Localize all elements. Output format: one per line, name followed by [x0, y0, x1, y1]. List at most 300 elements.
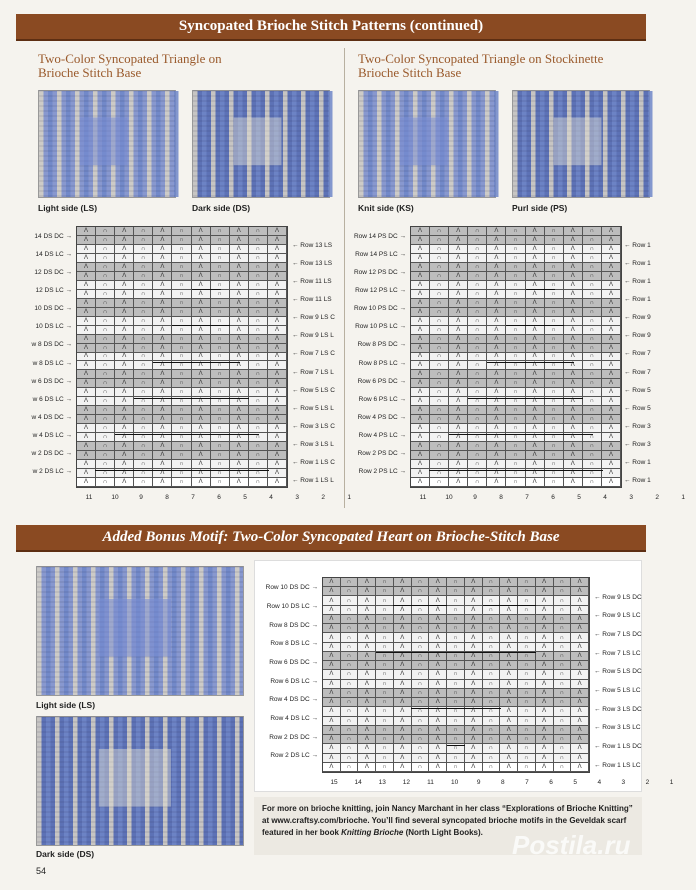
- chart-cell: Ʌ: [429, 596, 447, 605]
- column-number: 6: [549, 779, 553, 786]
- chart-cell: ∩: [468, 281, 487, 290]
- chart-cell: Ʌ: [411, 415, 430, 424]
- chart-cell: Ʌ: [602, 245, 621, 254]
- motif-outline: [134, 398, 250, 399]
- chart-cell: ∩: [376, 587, 394, 596]
- chart-cell: Ʌ: [394, 726, 412, 735]
- chart-row-label-right: ← Row 7 LS LC: [594, 649, 641, 657]
- chart-cell: Ʌ: [487, 424, 506, 433]
- caption-knit-side: Knit side (KS): [358, 203, 414, 213]
- column-number: 5: [573, 779, 577, 786]
- chart-cell: ∩: [134, 326, 153, 335]
- chart-cell: ∩: [249, 469, 268, 478]
- chart-cell: Ʌ: [526, 424, 545, 433]
- chart-cell: Ʌ: [358, 643, 376, 652]
- chart-row-label-right: ← Row 7 LS DC: [594, 631, 642, 638]
- chart-row-label-left: Row 6 DS LC →: [270, 677, 318, 685]
- column-number: 11: [419, 494, 427, 501]
- chart-row-label-left: Row 2 PS DC →: [357, 449, 406, 457]
- chart-cell: Ʌ: [394, 578, 412, 587]
- chart-cell: Ʌ: [230, 406, 249, 415]
- chart-cell: Ʌ: [500, 633, 518, 642]
- chart-cell: ∩: [554, 596, 572, 605]
- chart-row-label-left: Row 14 PS DC →: [353, 233, 406, 241]
- chart-cell: ∩: [506, 227, 525, 236]
- chart-row-label-right: ← Row 9 LS L: [292, 332, 334, 340]
- chart-cell: ∩: [172, 478, 191, 487]
- chart-cell: Ʌ: [411, 344, 430, 353]
- chart-cell: ∩: [341, 652, 359, 661]
- chart-cell: Ʌ: [153, 478, 172, 487]
- chart-cell: Ʌ: [564, 442, 583, 451]
- chart-cell: Ʌ: [394, 624, 412, 633]
- chart-row-label-right: ← Row 7 LS L: [292, 368, 334, 376]
- chart-cell: Ʌ: [77, 388, 96, 397]
- chart-cell: Ʌ: [77, 370, 96, 379]
- chart-cell: ∩: [506, 326, 525, 335]
- chart-cell: Ʌ: [115, 415, 134, 424]
- column-number: 3: [621, 779, 626, 786]
- chart-cell: ∩: [430, 227, 449, 236]
- chart-cell: Ʌ: [500, 624, 518, 633]
- chart-row-label-left: 10 DS DC →: [34, 305, 72, 313]
- chart-cell: Ʌ: [192, 397, 211, 406]
- chart-cell: Ʌ: [536, 596, 554, 605]
- chart-cell: ∩: [211, 406, 230, 415]
- chart-cell: Ʌ: [500, 707, 518, 716]
- chart-cell: ∩: [96, 397, 115, 406]
- chart-cell: Ʌ: [487, 478, 506, 487]
- chart-row-label-left: Row 8 DS DC →: [269, 621, 318, 629]
- chart-cell: Ʌ: [230, 353, 249, 362]
- chart-cell: ∩: [172, 281, 191, 290]
- chart-cell: Ʌ: [323, 587, 341, 596]
- chart-cell: ∩: [430, 344, 449, 353]
- chart-cell: Ʌ: [394, 735, 412, 744]
- chart-cell: ∩: [545, 478, 564, 487]
- chart-cell: Ʌ: [230, 370, 249, 379]
- chart-cell: ∩: [554, 754, 572, 763]
- chart-cell: Ʌ: [192, 460, 211, 469]
- chart-cell: ∩: [430, 245, 449, 254]
- chart-cell: Ʌ: [449, 451, 468, 460]
- chart-cell: ∩: [447, 578, 465, 587]
- chart-cell: ∩: [468, 361, 487, 370]
- chart-cell: Ʌ: [536, 698, 554, 707]
- chart-cell: ∩: [341, 578, 359, 587]
- chart-cell: Ʌ: [487, 460, 506, 469]
- chart-cell: Ʌ: [230, 236, 249, 245]
- chart-cell: Ʌ: [358, 596, 376, 605]
- chart-cell: Ʌ: [115, 469, 134, 478]
- chart-cell: Ʌ: [411, 308, 430, 317]
- chart-cell: ∩: [430, 263, 449, 272]
- chart-row-label-right: ← Row 9 LS LC: [594, 612, 641, 620]
- chart-row-label-left: Row 10 DS DC →: [265, 584, 318, 592]
- chart-cell: ∩: [583, 326, 602, 335]
- chart-cell: Ʌ: [230, 344, 249, 353]
- chart-cell: Ʌ: [564, 236, 583, 245]
- chart-cell: ∩: [249, 317, 268, 326]
- chart-cell: ∩: [506, 379, 525, 388]
- chart-cell: ∩: [412, 578, 430, 587]
- chart-cell: Ʌ: [487, 433, 506, 442]
- chart-cell: Ʌ: [571, 606, 589, 615]
- chart-cell: Ʌ: [429, 689, 447, 698]
- chart-cell: ∩: [134, 397, 153, 406]
- chart-cell: ∩: [554, 698, 572, 707]
- chart-cell: ∩: [172, 451, 191, 460]
- chart-cell: ∩: [211, 290, 230, 299]
- chart-cell: Ʌ: [323, 698, 341, 707]
- chart-cell: Ʌ: [536, 763, 554, 772]
- chart-cell: ∩: [211, 415, 230, 424]
- chart-cell: Ʌ: [115, 451, 134, 460]
- chart-cell: ∩: [447, 615, 465, 624]
- chart-cell: Ʌ: [394, 754, 412, 763]
- chart-cell: Ʌ: [429, 735, 447, 744]
- chart-cell: Ʌ: [115, 478, 134, 487]
- chart-cell: ∩: [583, 245, 602, 254]
- chart-cell: Ʌ: [571, 643, 589, 652]
- chart-cell: Ʌ: [602, 442, 621, 451]
- chart-cell: ∩: [249, 379, 268, 388]
- chart-cell: Ʌ: [192, 424, 211, 433]
- chart-row-label-right: ← Row 13 LS: [292, 260, 333, 268]
- chart-cell: ∩: [554, 578, 572, 587]
- chart-cell: Ʌ: [411, 388, 430, 397]
- chart-cell: ∩: [554, 717, 572, 726]
- motif-outline: [411, 708, 500, 709]
- chart-cell: Ʌ: [526, 263, 545, 272]
- chart-cell: ∩: [518, 596, 536, 605]
- chart-cell: ∩: [249, 254, 268, 263]
- right-section-title: [358, 52, 603, 80]
- chart-cell: ∩: [249, 370, 268, 379]
- chart-cell: Ʌ: [192, 379, 211, 388]
- chart-cell: ∩: [583, 317, 602, 326]
- chart-row-label-left: Row 2 DS LC →: [270, 752, 318, 760]
- chart-cell: ∩: [134, 424, 153, 433]
- chart-cell: Ʌ: [487, 227, 506, 236]
- chart-cell: ∩: [211, 361, 230, 370]
- chart-cell: ∩: [134, 263, 153, 272]
- chart-cell: Ʌ: [394, 689, 412, 698]
- chart-cell: Ʌ: [526, 254, 545, 263]
- chart-cell: Ʌ: [358, 707, 376, 716]
- caption-bonus-dark-side: Dark side (DS): [36, 849, 95, 859]
- chart-cell: ∩: [341, 754, 359, 763]
- column-number: 8: [499, 494, 503, 501]
- chart-cell: ∩: [468, 254, 487, 263]
- chart-cell: ∩: [468, 388, 487, 397]
- chart-cell: ∩: [583, 227, 602, 236]
- chart-cell: Ʌ: [115, 290, 134, 299]
- motif-outline: [376, 652, 537, 653]
- column-number: 12: [402, 779, 410, 786]
- chart-cell: Ʌ: [526, 272, 545, 281]
- chart-cell: ∩: [376, 735, 394, 744]
- chart-cell: ∩: [554, 615, 572, 624]
- chart-cell: Ʌ: [487, 245, 506, 254]
- chart-row-label-right: ← Row 1 LS LC: [594, 761, 641, 769]
- chart-row-label-right: ← Row 9: [624, 332, 651, 340]
- chart-row-label-right: ← Row 3 LS C: [292, 422, 335, 430]
- chart-cell: Ʌ: [268, 317, 287, 326]
- chart-cell: Ʌ: [411, 254, 430, 263]
- chart-cell: Ʌ: [564, 353, 583, 362]
- chart-row-label-left: 10 DS LC →: [35, 323, 72, 331]
- chart-cell: Ʌ: [153, 379, 172, 388]
- chart-cell: ∩: [447, 689, 465, 698]
- chart-cell: Ʌ: [411, 317, 430, 326]
- chart-cell: ∩: [134, 317, 153, 326]
- chart-cell: Ʌ: [602, 236, 621, 245]
- chart-cell: Ʌ: [536, 615, 554, 624]
- chart-cell: Ʌ: [564, 424, 583, 433]
- chart-cell: Ʌ: [153, 406, 172, 415]
- chart-cell: Ʌ: [465, 587, 483, 596]
- chart-cell: Ʌ: [394, 661, 412, 670]
- chart-cell: Ʌ: [411, 361, 430, 370]
- chart-cell: Ʌ: [564, 227, 583, 236]
- column-number: 4: [603, 494, 607, 501]
- chart-cell: Ʌ: [77, 433, 96, 442]
- chart-cell: ∩: [506, 353, 525, 362]
- chart-cell: Ʌ: [77, 290, 96, 299]
- chart-cell: Ʌ: [602, 227, 621, 236]
- chart-cell: Ʌ: [115, 442, 134, 451]
- column-number: 9: [476, 779, 481, 786]
- column-number: 8: [501, 779, 505, 786]
- chart-row-label-right: ← Row 3 LS L: [292, 440, 334, 448]
- chart-row-label-right: ← Row 5 LS L: [292, 404, 334, 412]
- chart-cell: ∩: [376, 633, 394, 642]
- column-number: 6: [217, 494, 221, 501]
- chart-cell: Ʌ: [77, 308, 96, 317]
- chart-cell: ∩: [447, 754, 465, 763]
- chart-cell: ∩: [583, 424, 602, 433]
- chart-cell: Ʌ: [153, 451, 172, 460]
- chart-cell: ∩: [341, 707, 359, 716]
- chart-cell: ∩: [483, 624, 501, 633]
- chart-cell: ∩: [545, 415, 564, 424]
- chart-cell: Ʌ: [571, 744, 589, 753]
- chart-row-label-right: ← Row 3 LS LC: [594, 724, 641, 732]
- chart-cell: ∩: [96, 290, 115, 299]
- chart-cell: ∩: [412, 735, 430, 744]
- chart-cell: ∩: [172, 245, 191, 254]
- chart-cell: ∩: [376, 754, 394, 763]
- chart-cell: ∩: [518, 735, 536, 744]
- chart-cell: ∩: [583, 370, 602, 379]
- chart-cell: Ʌ: [230, 317, 249, 326]
- chart-cell: ∩: [249, 460, 268, 469]
- chart-cell: Ʌ: [323, 717, 341, 726]
- chart-cell: ∩: [341, 670, 359, 679]
- chart-cell: Ʌ: [411, 433, 430, 442]
- chart-cell: ∩: [341, 596, 359, 605]
- chart-cell: ∩: [506, 272, 525, 281]
- chart-cell: ∩: [211, 442, 230, 451]
- chart-cell: Ʌ: [536, 707, 554, 716]
- chart-cell: Ʌ: [564, 433, 583, 442]
- chart-cell: ∩: [483, 763, 501, 772]
- chart-cell: ∩: [376, 661, 394, 670]
- chart-cell: Ʌ: [429, 763, 447, 772]
- chart-cell: Ʌ: [358, 680, 376, 689]
- chart-cell: ∩: [134, 227, 153, 236]
- chart-cell: Ʌ: [500, 754, 518, 763]
- chart-cell: ∩: [447, 606, 465, 615]
- chart-cell: ∩: [447, 661, 465, 670]
- chart-cell: ∩: [376, 670, 394, 679]
- info-line3-pre: featured in her book: [262, 828, 342, 837]
- chart-cell: Ʌ: [429, 726, 447, 735]
- chart-cell: Ʌ: [602, 397, 621, 406]
- chart-cell: Ʌ: [77, 353, 96, 362]
- chart-cell: ∩: [96, 388, 115, 397]
- chart-cell: Ʌ: [323, 624, 341, 633]
- chart-cell: Ʌ: [115, 424, 134, 433]
- chart-cell: Ʌ: [268, 424, 287, 433]
- column-number: 9: [473, 494, 477, 501]
- chart-cell: Ʌ: [602, 254, 621, 263]
- chart-cell: Ʌ: [268, 433, 287, 442]
- chart-row-label-right: ← Row 7: [624, 350, 651, 358]
- chart-cell: Ʌ: [500, 643, 518, 652]
- chart-row-label-right: ← Row 1: [624, 296, 651, 304]
- chart-cell: ∩: [249, 272, 268, 281]
- chart-row-label-right: ← Row 7: [624, 368, 651, 376]
- chart-cell: ∩: [468, 326, 487, 335]
- chart-cell: Ʌ: [115, 281, 134, 290]
- chart-cell: ∩: [430, 379, 449, 388]
- chart-cell: ∩: [96, 236, 115, 245]
- chart-cell: ∩: [468, 406, 487, 415]
- chart-cell: ∩: [134, 469, 153, 478]
- column-number: 1: [681, 494, 685, 501]
- chart-cell: ∩: [96, 254, 115, 263]
- chart-cell: Ʌ: [411, 335, 430, 344]
- chart-cell: Ʌ: [564, 406, 583, 415]
- chart-cell: ∩: [545, 379, 564, 388]
- chart-cell: Ʌ: [536, 680, 554, 689]
- chart-cell: Ʌ: [394, 596, 412, 605]
- chart-cell: Ʌ: [536, 670, 554, 679]
- left-title-line2: Brioche Stitch Base: [38, 65, 142, 80]
- chart-cell: ∩: [468, 478, 487, 487]
- chart-cell: Ʌ: [268, 344, 287, 353]
- chart-cell: ∩: [172, 397, 191, 406]
- chart-cell: ∩: [249, 415, 268, 424]
- chart-cell: ∩: [211, 379, 230, 388]
- chart-cell: Ʌ: [192, 308, 211, 317]
- chart-cell: ∩: [96, 469, 115, 478]
- chart-row-label-right: ← Row 5 LS LC: [594, 687, 641, 694]
- chart-cell: Ʌ: [449, 245, 468, 254]
- chart-cell: Ʌ: [115, 433, 134, 442]
- chart-cell: ∩: [583, 236, 602, 245]
- chart-cell: Ʌ: [115, 353, 134, 362]
- chart-cell: Ʌ: [571, 726, 589, 735]
- chart-row-label-right: ← Row 1: [624, 278, 651, 286]
- chart-cell: Ʌ: [465, 698, 483, 707]
- chart-cell: ∩: [96, 299, 115, 308]
- chart-cell: ∩: [172, 335, 191, 344]
- chart-cell: Ʌ: [323, 633, 341, 642]
- chart-cell: Ʌ: [429, 698, 447, 707]
- chart-row-label-right: ← Row 13 LS: [292, 242, 333, 250]
- chart-cell: ∩: [376, 717, 394, 726]
- chart-cell: ∩: [341, 698, 359, 707]
- chart-cell: ∩: [506, 406, 525, 415]
- chart-cell: Ʌ: [465, 763, 483, 772]
- chart-cell: ∩: [96, 353, 115, 362]
- chart-cell: Ʌ: [449, 263, 468, 272]
- chart-cell: ∩: [430, 370, 449, 379]
- chart-cell: ∩: [483, 698, 501, 707]
- chart-cell: ∩: [518, 689, 536, 698]
- chart-cell: Ʌ: [115, 397, 134, 406]
- chart-cell: ∩: [545, 299, 564, 308]
- chart-cell: Ʌ: [192, 344, 211, 353]
- chart-cell: Ʌ: [602, 451, 621, 460]
- chart-cell: ∩: [583, 281, 602, 290]
- chart-cell: Ʌ: [564, 344, 583, 353]
- chart-cell: ∩: [554, 633, 572, 642]
- chart-cell: ∩: [376, 652, 394, 661]
- chart-row-label-left: Row 2 PS LC →: [358, 467, 406, 475]
- chart-cell: ∩: [211, 263, 230, 272]
- chart-cell: ∩: [249, 397, 268, 406]
- chart-row-label-right: ← Row 9: [624, 314, 651, 322]
- chart-cell: ∩: [518, 587, 536, 596]
- chart-cell: Ʌ: [115, 335, 134, 344]
- chart-row-label-right: ← Row 5: [624, 386, 651, 394]
- chart-cell: ∩: [506, 254, 525, 263]
- chart-cell: Ʌ: [394, 707, 412, 716]
- chart-cell: ∩: [583, 344, 602, 353]
- chart-cell: Ʌ: [268, 451, 287, 460]
- chart-cell: Ʌ: [564, 478, 583, 487]
- chart-cell: Ʌ: [487, 370, 506, 379]
- chart-cell: ∩: [506, 460, 525, 469]
- chart-row-label-right: ← Row 3: [624, 440, 651, 448]
- chart-cell: ∩: [134, 370, 153, 379]
- chart-cell: Ʌ: [564, 388, 583, 397]
- chart-cell: Ʌ: [564, 397, 583, 406]
- chart-cell: Ʌ: [323, 680, 341, 689]
- chart-cell: ∩: [554, 606, 572, 615]
- chart-cell: ∩: [249, 245, 268, 254]
- chart-row-label-left: Row 4 PS DC →: [357, 413, 406, 421]
- chart-cell: ∩: [583, 388, 602, 397]
- chart-cell: ∩: [376, 643, 394, 652]
- chart-cell: Ʌ: [487, 353, 506, 362]
- column-number: 10: [111, 494, 119, 501]
- chart-cell: Ʌ: [526, 227, 545, 236]
- chart-cell: ∩: [554, 763, 572, 772]
- chart-cell: ∩: [412, 606, 430, 615]
- chart-cell: ∩: [447, 717, 465, 726]
- chart-cell: ∩: [134, 290, 153, 299]
- chart-cell: Ʌ: [323, 763, 341, 772]
- motif-outline: [483, 605, 537, 606]
- chart-cell: Ʌ: [394, 670, 412, 679]
- chart-cell: ∩: [518, 615, 536, 624]
- chart-cell: Ʌ: [394, 606, 412, 615]
